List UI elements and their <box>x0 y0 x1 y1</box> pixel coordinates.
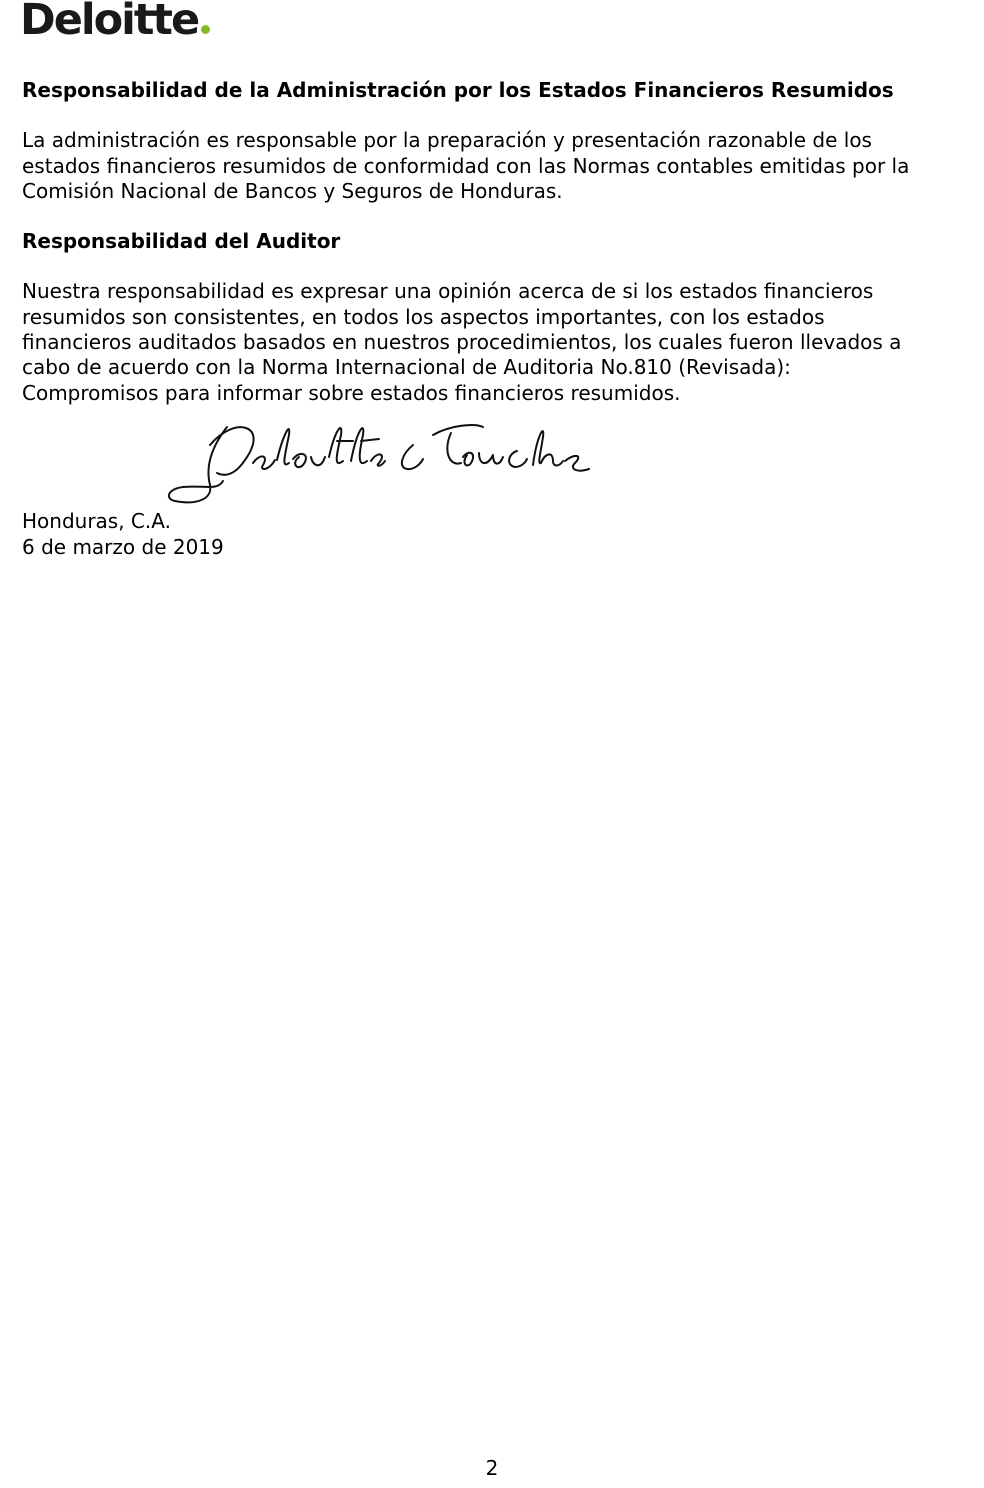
location-text: Honduras, C.A. <box>22 509 171 533</box>
paragraph-line: Comisión Nacional de Bancos y Seguros de Honduras. <box>22 178 563 203</box>
paragraph-line: estados financieros resumidos de conformidad con las Normas contables emitidas por la <box>22 153 910 178</box>
logo-wordmark: Deloitte <box>20 0 199 45</box>
paragraph-line: La administración es responsable por la preparación y presentación razonable de los <box>22 128 872 153</box>
section-paragraph-auditor <box>22 279 962 405</box>
handwritten-signature <box>165 405 595 525</box>
paragraph-line: Compromisos para informar sobre estados financieros resumidos. <box>22 380 681 405</box>
place-and-date <box>22 508 224 560</box>
paragraph-line: cabo de acuerdo con la Norma Internacional de Auditoria No.810 (Revisada): <box>22 355 791 380</box>
date-text: 6 de marzo de 2019 <box>22 535 224 559</box>
section-heading-management: Responsabilidad de la Administración por los Estados Financieros Resumidos <box>22 78 894 102</box>
logo-dot-icon <box>201 25 210 34</box>
paragraph-line: financieros auditados basados en nuestros procedimientos, los cuales fueron llevados a <box>22 330 902 355</box>
document-body <box>22 78 962 431</box>
page-number: 2 <box>485 1456 499 1480</box>
section-paragraph-management <box>22 128 962 204</box>
section-heading-auditor: Responsabilidad del Auditor <box>22 229 341 254</box>
paragraph-line: resumidos son consistentes, en todos los aspectos importantes, con los estados <box>22 304 825 329</box>
paragraph-line: Nuestra responsabilidad es expresar una opinión acerca de si los estados financieros <box>22 279 874 304</box>
deloitte-logo <box>20 0 210 44</box>
